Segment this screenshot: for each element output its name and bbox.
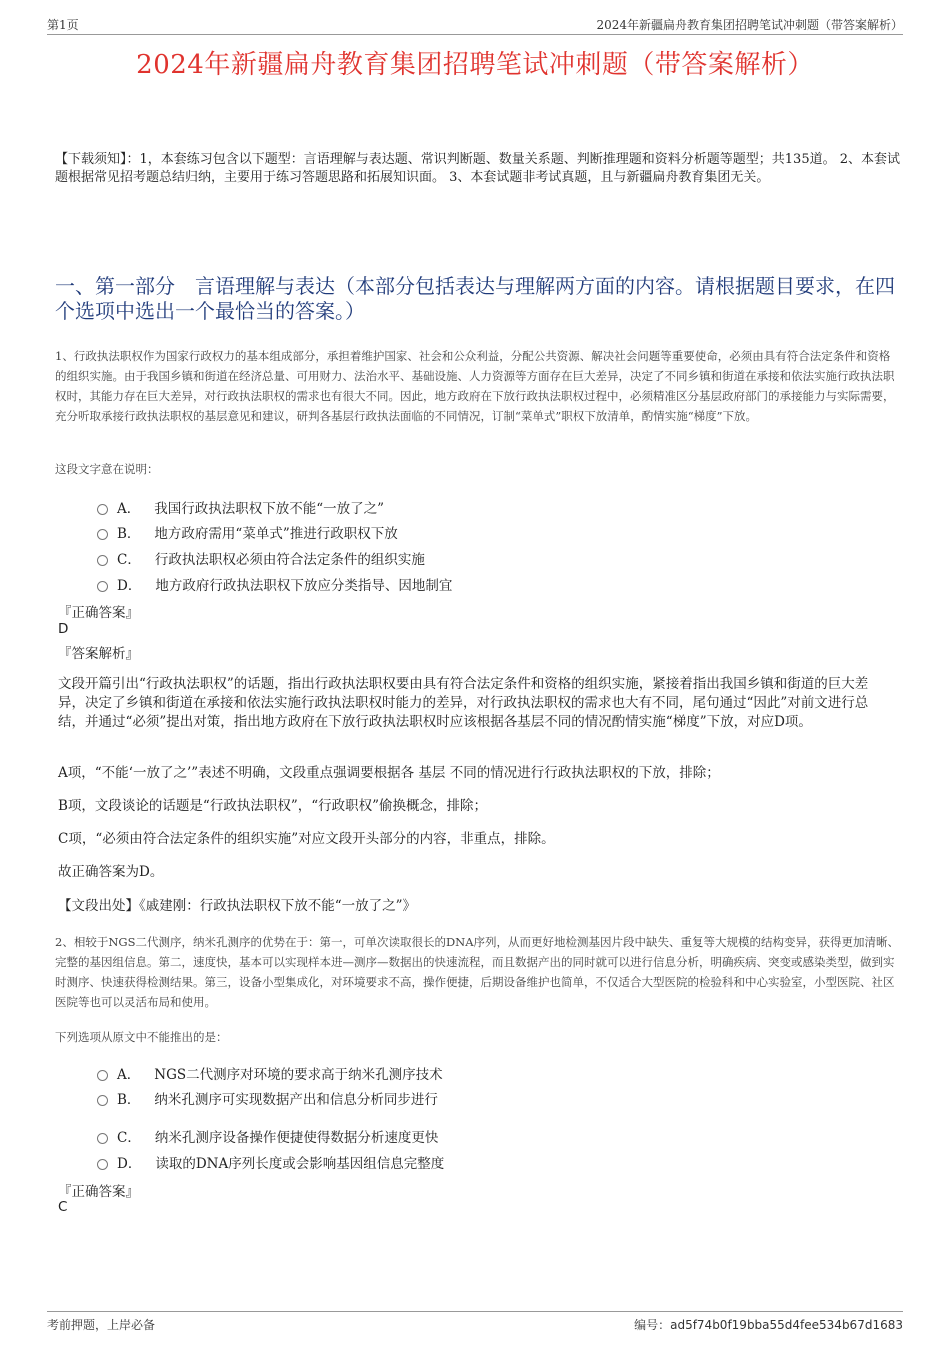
- radio-icon[interactable]: [97, 1159, 108, 1170]
- option-letter: C．: [117, 552, 141, 568]
- option-text: 纳米孔测序设备操作便捷使得数据分析速度更快: [154, 1130, 439, 1146]
- question-2-option-d[interactable]: [97, 1152, 444, 1172]
- radio-icon[interactable]: [97, 1133, 108, 1144]
- option-text: 我国行政执法职权下放不能“一放了之”: [154, 501, 385, 517]
- download-notice: 【下载须知】：1，本套练习包含以下题型：言语理解与表达题、常识判断题、数量关系题、判断推理题和资料分析题等题型；共135道。 2、本套试题根据常见招考题总结归纳，主要用于练习答题思路和拓展知识面。 3、本套试题非考试真题，且与新疆扁舟教育集团无关。: [55, 152, 900, 185]
- option-text: 读取的DNA序列长度或会影响基因组信息完整度: [155, 1156, 445, 1172]
- header-doc-title: 2024年新疆扁舟教育集团招聘笔试冲刺题（带答案解析）: [596, 18, 903, 32]
- option-text: 地方政府行政执法职权下放应分类指导、因地制宜: [155, 578, 453, 594]
- question-1-analysis-a: A项，“不能‘一放了之’”表述不明确，文段重点强调要根据各 基层 不同的情况进行行政执法职权的下放，排除；: [58, 765, 720, 781]
- question-2-option-a[interactable]: [97, 1063, 443, 1083]
- question-1-analysis-b: B项，文段谈论的话题是“行政执法职权”，“行政职权”偷换概念，排除；: [58, 798, 488, 814]
- page-footer: [47, 1311, 903, 1334]
- question-1-answer-label: 『正确答案』: [58, 605, 139, 621]
- question-1-analysis-c: C项，“必须由符合法定条件的组织实施”对应文段开头部分的内容，非重点，排除。: [58, 831, 555, 847]
- option-letter: A．: [117, 501, 141, 517]
- question-1-analysis-summary: 文段开篇引出“行政执法职权”的话题，指出行政执法职权要由具有符合法定条件和资格的组织实施，紧接着指出我国乡镇和街道的巨大差异，决定了乡镇和街道在承接和依法实施行政执法职权时能力的差异，对行政执法职权的需求也大有不同，尾句通过“因此”对前文进行总结，并通过“必须”提出对策，指出地方政府在下放行政执法职权时应该根据各基层不同的情况酌情实施“梯度”下放，对应D项。: [58, 676, 869, 730]
- question-1-option-c[interactable]: [97, 548, 425, 568]
- question-2-prompt: 下列选项从原文中不能推出的是：: [55, 1030, 228, 1044]
- option-letter: D．: [117, 1156, 142, 1172]
- question-2-text: 2、相较于NGS二代测序，纳米孔测序的优势在于：第一，可单次读取很长的DNA序列，从而更好地检测基因片段中缺失、重复等大规模的结构变异，获得更加清晰、完整的基因组信息。第二，速度快，基本可以实现样本进—测序—数据出的快速流程，而且数据产出的同时就可以进行信息分析，明确疾病、突变或感染类型，做到实时测序、快速获得检测结果。第三，设备小型集成化，对环境要求不高，操作便捷，后期设备维护也简单，不仅适合大型医院的检验科和中心实验室，小型医院、社区医院等也可以灵活布局和使用。: [55, 935, 900, 1009]
- question-1-analysis-label: 『答案解析』: [58, 646, 139, 662]
- radio-icon[interactable]: [97, 1070, 108, 1081]
- question-1-text: 1、行政执法职权作为国家行政权力的基本组成部分，承担着维护国家、社会和公众利益，分配公共资源、解决社会问题等重要使命，必须由具有符合法定条件和资格的组织实施。由于我国乡镇和街道在经济总量、可用财力、法治水平、基础设施、人力资源等方面存在巨大差异，决定了不同乡镇和街道在承接和依法实施行政执法职权时，其能力存在巨大差异，对行政执法职权的需求也有很大不同。因此，地方政府在下放行政执法职权过程中，必须精准区分基层政府部门的承接能力与实际需要，充分听取承接行政执法职权的基层意见和建议，研判各基层行政执法面临的不同情况，订制“菜单式”职权下放清单，酌情实施“梯度”下放。: [55, 349, 895, 423]
- question-1-option-a[interactable]: [97, 497, 384, 517]
- option-text: 纳米孔测序可实现数据产出和信息分析同步进行: [154, 1092, 438, 1108]
- footer-code-label: 编号：: [634, 1318, 671, 1332]
- option-letter: C．: [117, 1130, 141, 1146]
- question-1-option-b[interactable]: [97, 522, 398, 542]
- question-2-answer: C: [58, 1199, 68, 1215]
- option-text: 地方政府需用“菜单式”推进行政职权下放: [154, 526, 398, 542]
- question-2-answer-label: 『正确答案』: [58, 1184, 139, 1200]
- radio-icon[interactable]: [97, 504, 108, 515]
- question-1-option-d[interactable]: [97, 574, 452, 594]
- question-1-source: 【文段出处】《戚建刚：行政执法职权下放不能“一放了之”》: [58, 898, 417, 914]
- option-text: 行政执法职权必须由符合法定条件的组织实施: [154, 552, 425, 568]
- radio-icon[interactable]: [97, 555, 108, 566]
- question-1-prompt: 这段文字意在说明：: [55, 462, 159, 476]
- question-2-option-b[interactable]: [97, 1088, 438, 1108]
- question-1-answer: D: [58, 621, 69, 637]
- option-letter: D．: [117, 578, 142, 594]
- footer-slogan: 考前押题，上岸必备: [47, 1318, 156, 1332]
- radio-icon[interactable]: [97, 1095, 108, 1106]
- option-letter: A．: [117, 1067, 141, 1083]
- page-number: 第1页: [47, 18, 79, 32]
- footer-code: [634, 1316, 903, 1333]
- option-letter: B．: [117, 526, 141, 542]
- question-2-option-c[interactable]: [97, 1126, 438, 1146]
- page-header: [47, 14, 903, 35]
- option-text: NGS二代测序对环境的要求高于纳米孔测序技术: [154, 1067, 443, 1083]
- radio-icon[interactable]: [97, 529, 108, 540]
- footer-code-value: ad5f74b0f19bba55d4fee534b67d1683: [670, 1318, 903, 1332]
- radio-icon[interactable]: [97, 581, 108, 592]
- section-heading: 一、第一部分 言语理解与表达（本部分包括表达与理解两方面的内容。请根据题目要求，在四个选项中选出一个最恰当的答案。）: [55, 274, 895, 323]
- document-title: 2024年新疆扁舟教育集团招聘笔试冲刺题（带答案解析）: [136, 50, 814, 80]
- question-1-analysis-conclusion: 故正确答案为D。: [58, 864, 164, 880]
- option-letter: B．: [117, 1092, 141, 1108]
